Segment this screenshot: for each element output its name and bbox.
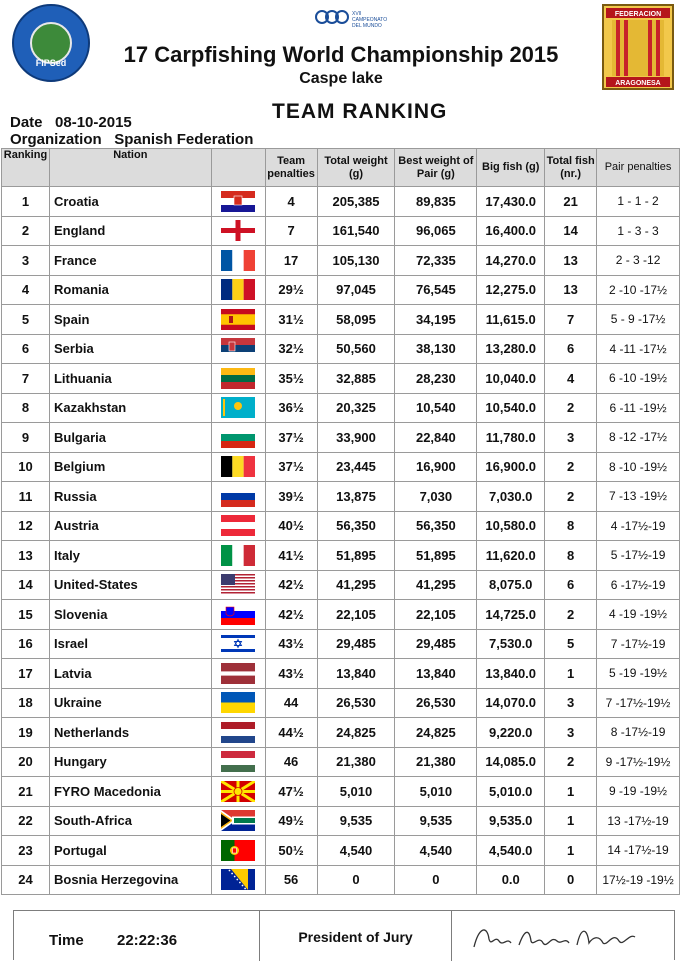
table-row [2,806,680,836]
nation-cell: Serbia [49,334,211,364]
rank-cell: 12 [2,511,50,541]
date-label: Date [10,114,43,131]
total-fish-cell: 8 [545,511,597,541]
flag-austria-icon [221,515,255,536]
best-weight-cell: 72,335 [395,246,477,276]
flag-cell [211,275,265,305]
flag-slovenia-icon [221,604,255,625]
col-header-big-fish: Big fish (g) [477,149,545,187]
team-penalties-cell: 44½ [265,718,317,748]
table-row [2,865,680,895]
rank-cell: 19 [2,718,50,748]
flag-israel-icon [221,633,255,654]
pair-penalties-cell: 9 -17½-19½ [597,747,680,777]
big-fish-cell: 10,580.0 [477,511,545,541]
best-weight-cell: 22,840 [395,423,477,453]
table-row [2,334,680,364]
total-fish-cell: 13 [545,246,597,276]
team-penalties-cell: 37½ [265,452,317,482]
pair-penalties-cell: 6 -11 -19½ [597,393,680,423]
total-fish-cell: 13 [545,275,597,305]
table-row [2,688,680,718]
rank-cell: 17 [2,659,50,689]
team-penalties-cell: 43½ [265,659,317,689]
flag-england-icon [221,220,255,241]
flag-latvia-icon [221,663,255,684]
pair-penalties-cell: 8 -10 -19½ [597,452,680,482]
team-penalties-cell: 7 [265,216,317,246]
big-fish-cell: 10,040.0 [477,364,545,394]
flag-cell [211,452,265,482]
pair-penalties-cell: 17½-19 -19½ [597,865,680,895]
nation-cell: Slovenia [49,600,211,630]
flag-serbia-icon [221,338,255,359]
organization-line [10,131,253,148]
col-header-ranking: Ranking [2,149,50,187]
table-row [2,187,680,217]
best-weight-cell: 24,825 [395,718,477,748]
best-weight-cell: 41,295 [395,570,477,600]
team-penalties-cell: 56 [265,865,317,895]
flag-bosnia-icon [221,869,255,890]
table-row [2,305,680,335]
best-weight-cell: 96,065 [395,216,477,246]
svg-text:ARAGONESA: ARAGONESA [615,80,661,87]
time-label: Time [49,932,84,949]
flag-france-icon [221,250,255,271]
total-weight-cell: 24,825 [317,718,395,748]
rank-cell: 14 [2,570,50,600]
best-weight-cell: 7,030 [395,482,477,512]
page-title: 17 Carpfishing World Championship 2015 [123,42,559,67]
flag-cell [211,305,265,335]
best-weight-cell: 5,010 [395,777,477,807]
nation-cell: Bosnia Herzegovina [49,865,211,895]
footer-box [13,910,675,960]
big-fish-cell: 10,540.0 [477,393,545,423]
total-fish-cell: 2 [545,393,597,423]
nation-cell: Russia [49,482,211,512]
total-fish-cell: 8 [545,541,597,571]
nation-cell: South-Africa [49,806,211,836]
total-fish-cell: 7 [545,305,597,335]
pair-penalties-cell: 6 -17½-19 [597,570,680,600]
nation-cell: Israel [49,629,211,659]
total-weight-cell: 5,010 [317,777,395,807]
total-fish-cell: 4 [545,364,597,394]
total-weight-cell: 4,540 [317,836,395,866]
table-row [2,246,680,276]
total-weight-cell: 97,045 [317,275,395,305]
table-row [2,393,680,423]
pair-penalties-cell: 5 - 9 -17½ [597,305,680,335]
big-fish-cell: 14,085.0 [477,747,545,777]
pair-penalties-cell: 5 -19 -19½ [597,659,680,689]
best-weight-cell: 34,195 [395,305,477,335]
col-header-nation: Nation [49,149,211,187]
team-penalties-cell: 40½ [265,511,317,541]
flag-cell [211,511,265,541]
pair-penalties-cell: 7 -13 -19½ [597,482,680,512]
team-penalties-cell: 42½ [265,600,317,630]
team-penalties-cell: 17 [265,246,317,276]
best-weight-cell: 22,105 [395,600,477,630]
big-fish-cell: 12,275.0 [477,275,545,305]
flag-romania-icon [221,279,255,300]
best-weight-cell: 89,835 [395,187,477,217]
flag-belgium-icon [221,456,255,477]
pair-penalties-cell: 14 -17½-19 [597,836,680,866]
table-row [2,452,680,482]
total-fish-cell: 6 [545,570,597,600]
rank-cell: 20 [2,747,50,777]
organization-label: Organization [10,131,102,148]
col-header-best-weight: Best weight of Pair (g) [395,149,477,187]
total-fish-cell: 1 [545,777,597,807]
pair-penalties-cell: 6 -10 -19½ [597,364,680,394]
nation-cell: Belgium [49,452,211,482]
total-fish-cell: 6 [545,334,597,364]
table-row [2,275,680,305]
rank-cell: 5 [2,305,50,335]
svg-text:DEL MUNDO: DEL MUNDO [352,23,382,29]
team-penalties-cell: 49½ [265,806,317,836]
nation-cell: Romania [49,275,211,305]
rank-cell: 7 [2,364,50,394]
flag-croatia-icon [221,191,255,212]
flag-cell [211,541,265,571]
flag-portugal-icon [221,840,255,861]
total-fish-cell: 1 [545,806,597,836]
team-penalties-cell: 44 [265,688,317,718]
table-row [2,423,680,453]
president-of-jury-label: President of Jury [298,929,413,945]
team-penalties-cell: 31½ [265,305,317,335]
table-row [2,747,680,777]
svg-text:CAMPEONATO: CAMPEONATO [352,17,388,23]
pair-penalties-cell: 8 -12 -17½ [597,423,680,453]
rank-cell: 6 [2,334,50,364]
big-fish-cell: 7,030.0 [477,482,545,512]
rank-cell: 24 [2,865,50,895]
nation-cell: Netherlands [49,718,211,748]
team-penalties-cell: 39½ [265,482,317,512]
table-row [2,482,680,512]
flag-cell [211,334,265,364]
nation-cell: Croatia [49,187,211,217]
table-row [2,541,680,571]
time-value: 22:22:36 [117,932,178,949]
pair-penalties-cell: 2 - 3 -12 [597,246,680,276]
table-header-row [2,149,680,187]
col-header-flag [211,149,265,187]
organization-value: Spanish Federation [114,131,254,148]
team-penalties-cell: 37½ [265,423,317,453]
rank-cell: 2 [2,216,50,246]
nation-cell: France [49,246,211,276]
total-weight-cell: 56,350 [317,511,395,541]
total-weight-cell: 33,900 [317,423,395,453]
flag-cell [211,777,265,807]
nation-cell: Kazakhstan [49,393,211,423]
total-weight-cell: 205,385 [317,187,395,217]
best-weight-cell: 76,545 [395,275,477,305]
pair-penalties-cell: 1 - 1 - 2 [597,187,680,217]
flag-netherlands-icon [221,722,255,743]
nation-cell: Hungary [49,747,211,777]
flag-cell [211,629,265,659]
pair-penalties-cell: 9 -19 -19½ [597,777,680,807]
col-header-pair-penalties: Pair penalties [597,149,680,187]
big-fish-cell: 13,280.0 [477,334,545,364]
best-weight-cell: 21,380 [395,747,477,777]
big-fish-cell: 16,900.0 [477,452,545,482]
total-weight-cell: 13,840 [317,659,395,689]
flag-cell [211,187,265,217]
table-row [2,836,680,866]
date-value: 08-10-2015 [55,114,132,131]
best-weight-cell: 29,485 [395,629,477,659]
nation-cell: Ukraine [49,688,211,718]
total-weight-cell: 13,875 [317,482,395,512]
best-weight-cell: 10,540 [395,393,477,423]
fipsed-logo-text: FIPSed [35,58,67,68]
flag-italy-icon [221,545,255,566]
flag-southafrica-icon [221,810,255,831]
big-fish-cell: 14,270.0 [477,246,545,276]
best-weight-cell: 16,900 [395,452,477,482]
svg-text:FEDERACION: FEDERACION [614,11,662,18]
total-weight-cell: 51,895 [317,541,395,571]
flag-cell [211,659,265,689]
total-fish-cell: 3 [545,718,597,748]
col-header-total-weight: Total weight (g) [317,149,395,187]
total-weight-cell: 50,560 [317,334,395,364]
total-fish-cell: 2 [545,452,597,482]
big-fish-cell: 14,070.0 [477,688,545,718]
flag-lithuania-icon [221,368,255,389]
total-fish-cell: 2 [545,747,597,777]
flag-cell [211,600,265,630]
total-weight-cell: 41,295 [317,570,395,600]
flag-macedonia-icon [221,781,255,802]
flag-cell [211,747,265,777]
team-penalties-cell: 42½ [265,570,317,600]
best-weight-cell: 51,895 [395,541,477,571]
pair-penalties-cell: 8 -17½-19 [597,718,680,748]
flag-russia-icon [221,486,255,507]
date-line [10,114,132,131]
nation-cell: United-States [49,570,211,600]
rank-cell: 13 [2,541,50,571]
team-penalties-cell: 50½ [265,836,317,866]
rank-cell: 9 [2,423,50,453]
big-fish-cell: 13,840.0 [477,659,545,689]
table-row [2,600,680,630]
nation-cell: England [49,216,211,246]
team-penalties-cell: 41½ [265,541,317,571]
total-weight-cell: 58,095 [317,305,395,335]
flag-cell [211,482,265,512]
flag-hungary-icon [221,751,255,772]
nation-cell: Latvia [49,659,211,689]
total-weight-cell: 21,380 [317,747,395,777]
page-subtitle: Caspe lake [299,70,383,87]
rank-cell: 18 [2,688,50,718]
pair-penalties-cell: 5 -17½-19 [597,541,680,571]
pair-penalties-cell: 1 - 3 - 3 [597,216,680,246]
best-weight-cell: 56,350 [395,511,477,541]
flag-cell [211,393,265,423]
rank-cell: 1 [2,187,50,217]
table-row [2,718,680,748]
pair-penalties-cell: 4 -11 -17½ [597,334,680,364]
big-fish-cell: 7,530.0 [477,629,545,659]
rank-cell: 21 [2,777,50,807]
flag-cell [211,216,265,246]
total-fish-cell: 2 [545,600,597,630]
total-fish-cell: 0 [545,865,597,895]
big-fish-cell: 17,430.0 [477,187,545,217]
total-weight-cell: 32,885 [317,364,395,394]
flag-kazakhstan-icon [221,397,255,418]
table-row [2,511,680,541]
big-fish-cell: 9,535.0 [477,806,545,836]
total-weight-cell: 161,540 [317,216,395,246]
flag-cell [211,806,265,836]
big-fish-cell: 8,075.0 [477,570,545,600]
total-fish-cell: 1 [545,659,597,689]
nation-cell: Spain [49,305,211,335]
rank-cell: 10 [2,452,50,482]
total-weight-cell: 105,130 [317,246,395,276]
rank-cell: 16 [2,629,50,659]
pair-penalties-cell: 7 -17½-19 [597,629,680,659]
total-fish-cell: 3 [545,688,597,718]
total-weight-cell: 9,535 [317,806,395,836]
best-weight-cell: 13,840 [395,659,477,689]
team-penalties-cell: 46 [265,747,317,777]
rank-cell: 22 [2,806,50,836]
rank-cell: 11 [2,482,50,512]
big-fish-cell: 14,725.0 [477,600,545,630]
rank-cell: 3 [2,246,50,276]
flag-cell [211,836,265,866]
big-fish-cell: 11,620.0 [477,541,545,571]
team-penalties-cell: 4 [265,187,317,217]
nation-cell: Italy [49,541,211,571]
nation-cell: Lithuania [49,364,211,394]
flag-cell [211,246,265,276]
total-weight-cell: 29,485 [317,629,395,659]
best-weight-cell: 9,535 [395,806,477,836]
nation-cell: Bulgaria [49,423,211,453]
best-weight-cell: 26,530 [395,688,477,718]
footer-divider [451,911,452,961]
table-row [2,777,680,807]
rank-cell: 23 [2,836,50,866]
flag-spain-icon [221,309,255,330]
rank-cell: 15 [2,600,50,630]
svg-text:XVII: XVII [352,11,362,17]
pair-penalties-cell: 4 -17½-19 [597,511,680,541]
best-weight-cell: 28,230 [395,364,477,394]
team-penalties-cell: 32½ [265,334,317,364]
total-weight-cell: 23,445 [317,452,395,482]
total-weight-cell: 20,325 [317,393,395,423]
total-fish-cell: 21 [545,187,597,217]
total-fish-cell: 2 [545,482,597,512]
best-weight-cell: 38,130 [395,334,477,364]
best-weight-cell: 0 [395,865,477,895]
nation-cell: FYRO Macedonia [49,777,211,807]
flag-cell [211,865,265,895]
flag-ukraine-icon [221,692,255,713]
big-fish-cell: 11,780.0 [477,423,545,453]
nation-cell: Portugal [49,836,211,866]
big-fish-cell: 16,400.0 [477,216,545,246]
col-header-team-penalties: Team penalties [265,149,317,187]
total-fish-cell: 1 [545,836,597,866]
signature-image [469,917,644,955]
big-fish-cell: 4,540.0 [477,836,545,866]
pair-penalties-cell: 4 -19 -19½ [597,600,680,630]
nation-cell: Austria [49,511,211,541]
table-row [2,570,680,600]
championship-logo [312,6,422,32]
table-row [2,364,680,394]
total-weight-cell: 0 [317,865,395,895]
pair-penalties-cell: 2 -10 -17½ [597,275,680,305]
flag-cell [211,364,265,394]
rank-cell: 8 [2,393,50,423]
flag-bulgaria-icon [221,427,255,448]
flag-cell [211,688,265,718]
table-row [2,629,680,659]
pair-penalties-cell: 7 -17½-19½ [597,688,680,718]
flag-usa-icon [221,574,255,595]
total-fish-cell: 5 [545,629,597,659]
team-penalties-cell: 36½ [265,393,317,423]
total-fish-cell: 14 [545,216,597,246]
total-weight-cell: 22,105 [317,600,395,630]
big-fish-cell: 9,220.0 [477,718,545,748]
col-header-total-fish: Total fish (nr.) [545,149,597,187]
best-weight-cell: 4,540 [395,836,477,866]
flag-cell [211,423,265,453]
team-penalties-cell: 43½ [265,629,317,659]
team-ranking-table [1,148,680,895]
total-weight-cell: 26,530 [317,688,395,718]
team-penalties-cell: 47½ [265,777,317,807]
big-fish-cell: 5,010.0 [477,777,545,807]
section-heading: TEAM RANKING [272,100,448,123]
big-fish-cell: 11,615.0 [477,305,545,335]
team-penalties-cell: 29½ [265,275,317,305]
rank-cell: 4 [2,275,50,305]
big-fish-cell: 0.0 [477,865,545,895]
pair-penalties-cell: 13 -17½-19 [597,806,680,836]
total-fish-cell: 3 [545,423,597,453]
team-penalties-cell: 35½ [265,364,317,394]
flag-cell [211,718,265,748]
flag-cell [211,570,265,600]
table-row [2,659,680,689]
table-row [2,216,680,246]
